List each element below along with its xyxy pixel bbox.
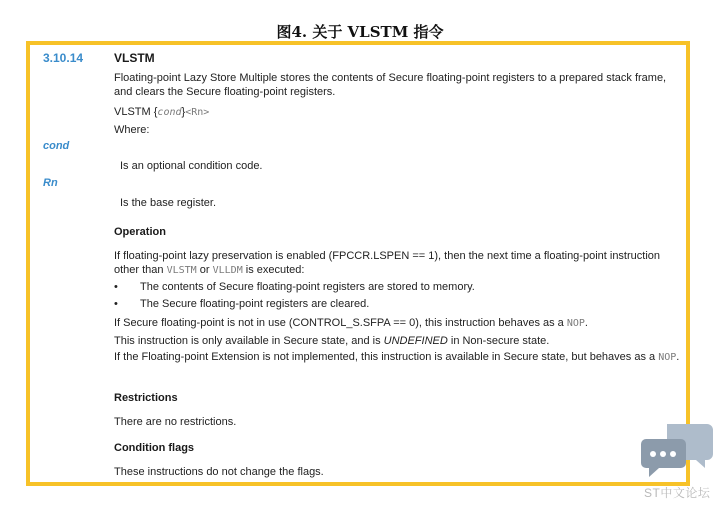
section-title: VLSTM [114, 51, 155, 65]
operation-line3-end: . [676, 351, 680, 363]
operation-nop-line [114, 316, 684, 331]
operation-line2-a: This instruction is only available in Secure state, and is [114, 335, 384, 347]
operation-fp-ext-line [114, 350, 684, 365]
operation-intro-text: If floating-point lazy preservation is enabled (FPCCR.LSPEN == 1), then the next time a floating-point instruction other than [114, 250, 661, 276]
code-nop: NOP [658, 352, 677, 363]
syntax-brace-open: { [153, 106, 158, 118]
operation-line3-text: If the Floating-point Extension is not implemented, this instruction is available in Secure state, but behaves as a [114, 351, 659, 363]
figure-title: 图4. 关于 VLSTM 指令 [276, 23, 444, 41]
syntax-mnemonic: VLSTM [114, 106, 154, 118]
code-vlstm: VLSTM [166, 265, 197, 276]
param-desc-rn: Is the base register. [120, 197, 216, 209]
code-vlldm: VLLDM [212, 265, 243, 276]
operation-intro-or: or [196, 264, 213, 276]
section-number: 3.10.14 [43, 51, 84, 65]
operation-line1-end: . [584, 317, 588, 329]
condition-flags-text: These instructions do not change the flags. [114, 466, 324, 478]
code-nop: NOP [566, 318, 585, 329]
operation-intro-end: is executed: [242, 264, 305, 276]
restrictions-heading: Restrictions [114, 392, 178, 404]
description: Floating-point Lazy Store Multiple stores the contents of Secure floating-point registers to a prepared stack frame, and clears the Secure floating-point registers. [114, 72, 667, 98]
syntax-cond: cond [157, 107, 182, 118]
param-term-rn: Rn [43, 177, 58, 189]
where-label: Where: [114, 124, 150, 136]
operation-intro [114, 249, 684, 278]
operation-line1-text: If Secure floating-point is not in use (CONTROL_S.SFPA == 0), this instruction behaves as a [114, 317, 567, 329]
operation-line2-undefined: UNDEFINED [383, 335, 448, 347]
param-term-cond: cond [43, 140, 70, 152]
syntax-rn: <Rn> [185, 107, 210, 118]
operation-heading: Operation [114, 226, 166, 238]
bullet-text: The contents of Secure floating-point registers are stored to memory. [140, 281, 475, 293]
chat-bubbles-icon [641, 421, 713, 479]
condition-flags-heading: Condition flags [114, 442, 195, 454]
document-frame [26, 41, 690, 486]
restrictions-text: There are no restrictions. [114, 416, 237, 428]
operation-secure-line [114, 334, 684, 348]
watermark-text: ST中文论坛 [644, 486, 711, 500]
syntax-line [114, 105, 684, 120]
syntax-brace-close: } [181, 106, 186, 118]
bullet-dot: • [114, 298, 118, 310]
bullet-dot: • [114, 281, 118, 293]
param-desc-cond: Is an optional condition code. [120, 160, 263, 172]
bullet-text: The Secure floating-point registers are cleared. [140, 298, 370, 310]
operation-line2-b: in Non-secure state. [447, 335, 550, 347]
